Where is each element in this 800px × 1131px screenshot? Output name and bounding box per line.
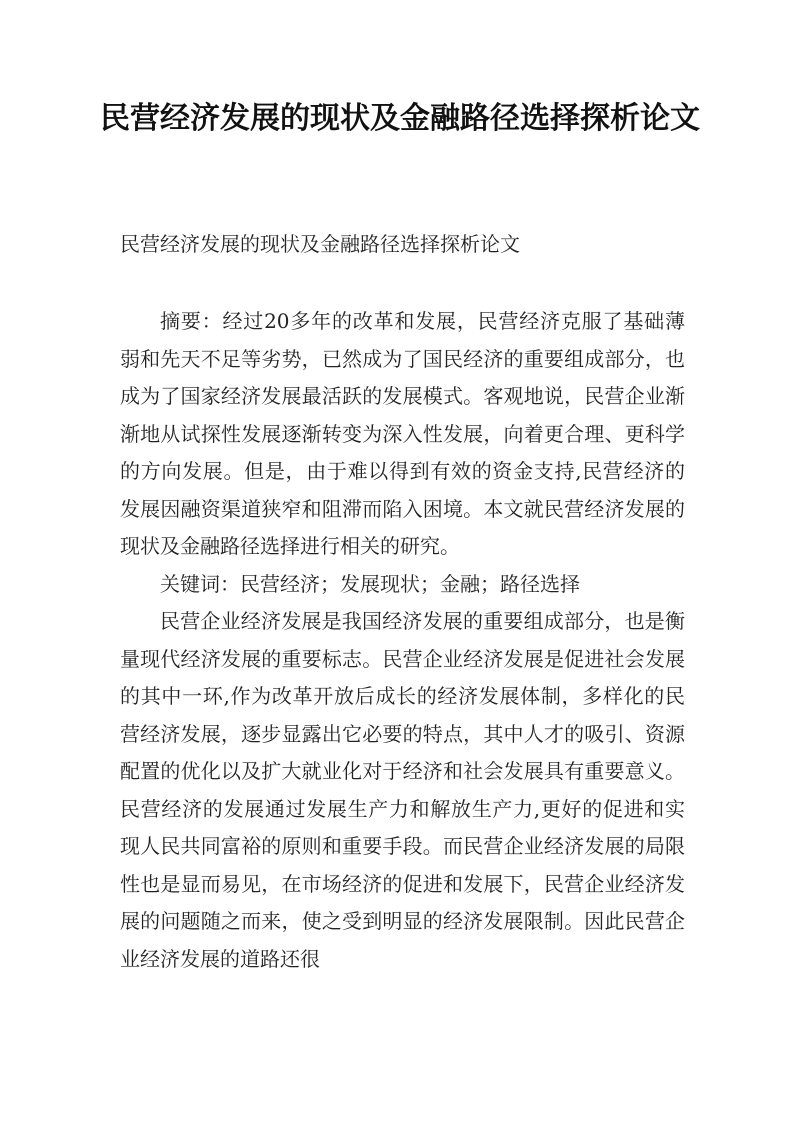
document-title: 民营经济发展的现状及金融路径选择探析论文 xyxy=(100,101,700,136)
abstract-paragraph: 摘要：经过20多年的改革和发展，民营经济克服了基础薄弱和先天不足等劣势，已然成为了国民经济的重要组成部分，也成为了国家经济发展最活跃的发展模式。客观地说，民营企业渐渐地从试探性发展逐渐转变为深入性发展，向着更合理、更科学的方向发展。但是，由于难以得到有效的资金支持,民营经济的发展因融资渠道狭窄和阻滞而陷入困境。本文就民营经济发展的现状及金融路径选择进行相关的研究。 xyxy=(120,309,685,558)
document-subtitle: 民营经济发展的现状及金融路径选择探析论文 xyxy=(120,232,520,256)
keywords-paragraph: 关键词：民营经济；发展现状；金融；路径选择 xyxy=(160,571,580,596)
body-paragraph: 民营企业经济发展是我国经济发展的重要组成部分，也是衡量现代经济发展的重要标志。民营企业经济发展是促进社会发展的其中一环,作为改革开放后成长的经济发展体制，多样化的民营经济发展，逐步显露出它必要的特点，其中人才的吸引、资源配置的优化以及扩大就业化对于经济和社会发展具有重要意义。民营经济的发展通过发展生产力和解放生产力,更好的促进和实现人民共同富裕的原则和重要手段。而民营企业经济发展的局限性也是显而易见，在市场经济的促进和发展下，民营企业经济发展的问题随之而来，使之受到明显的经济发展限制。因此民营企业经济发展的道路还很 xyxy=(120,609,685,971)
document-body xyxy=(120,303,685,978)
